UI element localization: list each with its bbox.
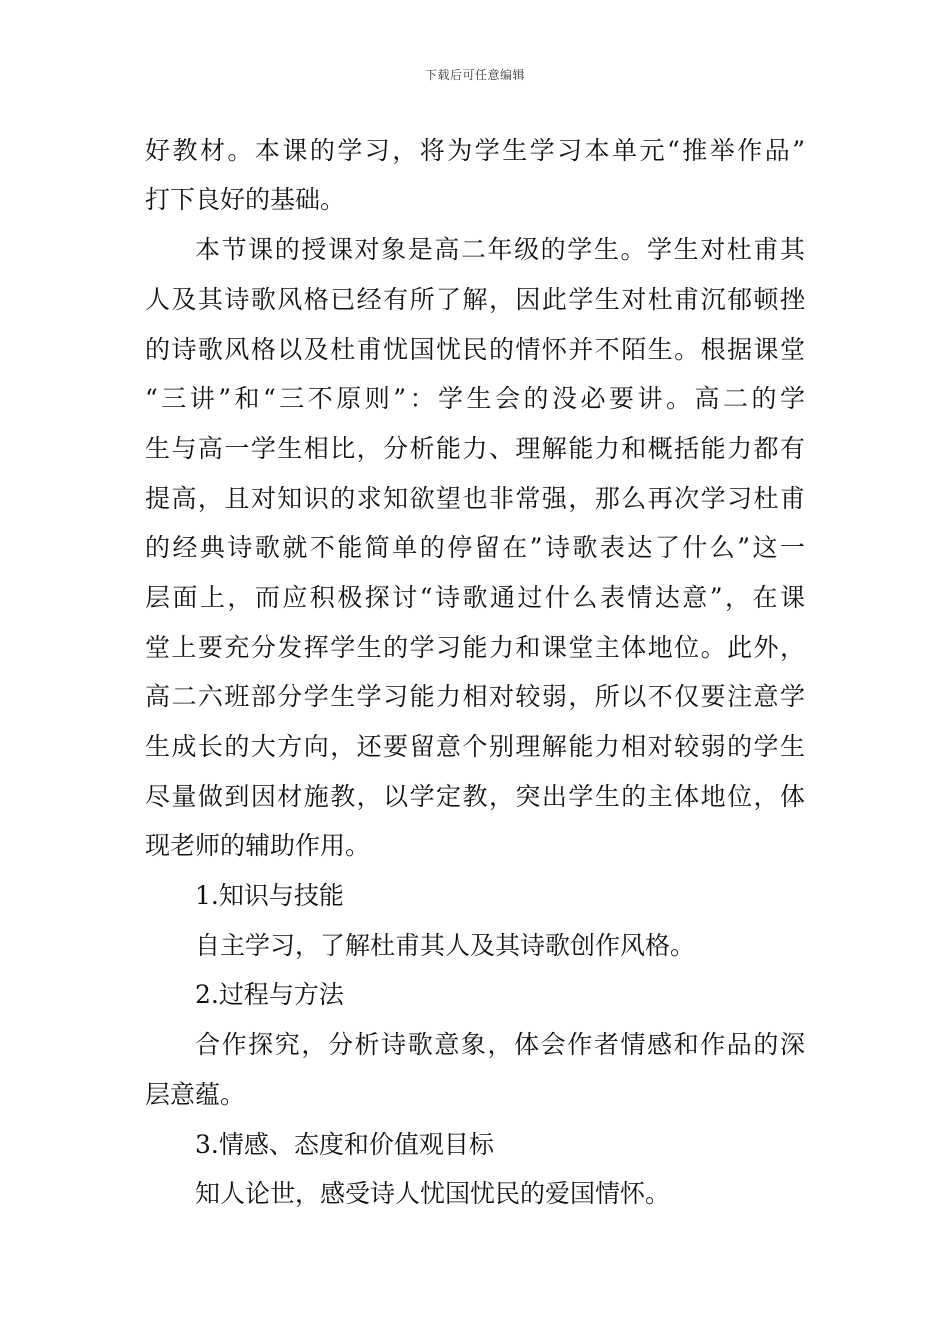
section-heading-process: 2.过程与方法 bbox=[195, 980, 344, 1009]
body-line-15: 现老师的辅助作用。 bbox=[145, 831, 371, 860]
body-line-14: 尽量做到因材施教，以学定教，突出学生的主体地位，体 bbox=[145, 782, 805, 811]
body-line-9: 的经典诗歌就不能简单的停留在”诗歌表达了什么”这一 bbox=[145, 533, 805, 562]
body-line-3: 本节课的授课对象是高二年级的学生。学生对杜甫其 bbox=[195, 235, 805, 264]
page-header: 下载后可任意编辑 bbox=[424, 68, 525, 82]
body-line-6: “三讲”和“三不原则”：学生会的没必要讲。高二的学 bbox=[145, 384, 805, 413]
section-heading-values: 3.情感、态度和价值观目标 bbox=[195, 1130, 494, 1159]
body-line-2: 打下良好的基础。 bbox=[145, 185, 346, 214]
body-line-7: 生与高一学生相比，分析能力、理解能力和概括能力都有 bbox=[145, 434, 805, 463]
body-line-values: 知人论世，感受诗人忧国忧民的爱国情怀。 bbox=[195, 1179, 671, 1208]
body-line-8: 提高，且对知识的求知欲望也非常强，那么再次学习杜甫 bbox=[145, 484, 805, 513]
body-line-5: 的诗歌风格以及杜甫忧国忧民的情怀并不陌生。根据课堂 bbox=[145, 335, 805, 364]
body-line-process-2: 层意蕴。 bbox=[145, 1080, 246, 1109]
body-line-process-1: 合作探究，分析诗歌意象，体会作者情感和作品的深 bbox=[195, 1030, 805, 1059]
body-line-10: 层面上，而应积极探讨“诗歌通过什么表情达意”，在课 bbox=[145, 583, 805, 612]
body-line-knowledge: 自主学习，了解杜甫其人及其诗歌创作风格。 bbox=[195, 931, 696, 960]
body-line-12: 高二六班部分学生学习能力相对较弱，所以不仅要注意学 bbox=[145, 682, 805, 711]
body-line-4: 人及其诗歌风格已经有所了解，因此学生对杜甫沉郁顿挫 bbox=[145, 285, 805, 314]
body-line-1: 好教材。本课的学习，将为学生学习本单元“推举作品” bbox=[145, 136, 805, 165]
body-line-13: 生成长的大方向，还要留意个别理解能力相对较弱的学生 bbox=[145, 732, 805, 761]
body-line-11: 堂上要充分发挥学生的学习能力和课堂主体地位。此外， bbox=[145, 633, 805, 662]
section-heading-knowledge: 1.知识与技能 bbox=[195, 881, 344, 910]
